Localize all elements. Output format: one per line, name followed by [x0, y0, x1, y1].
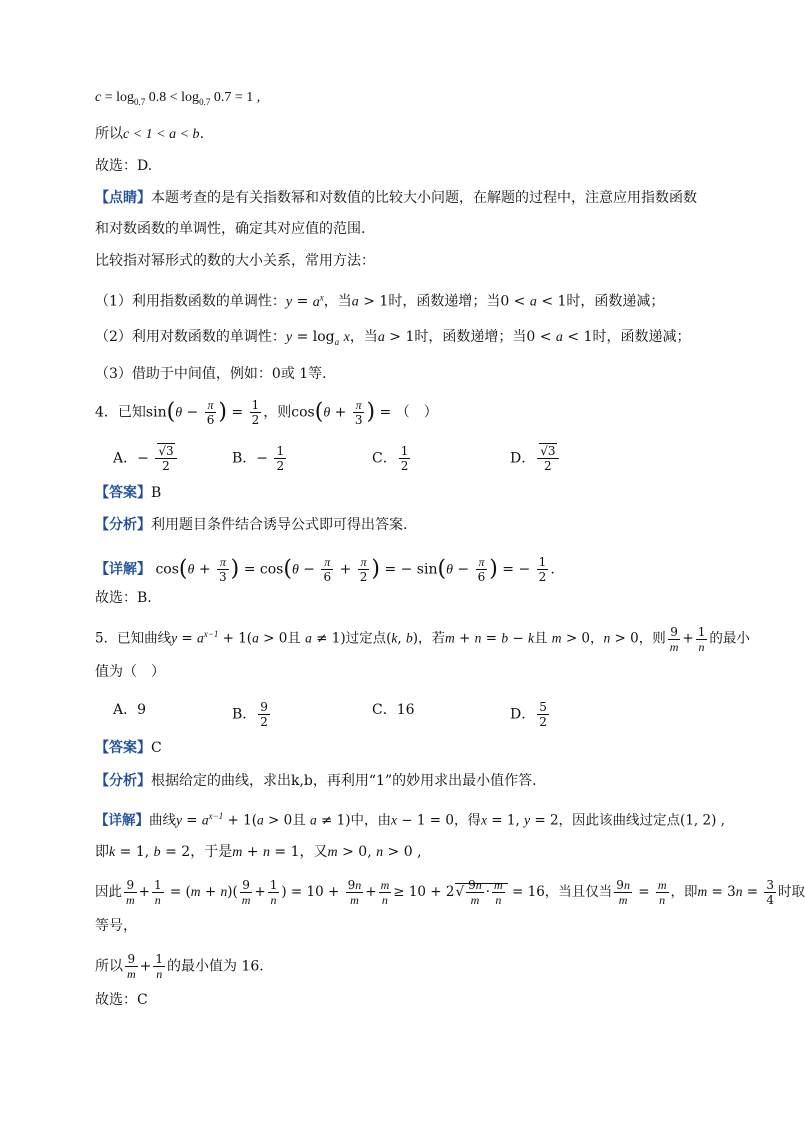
- question-5-stem-line2: 值为（ ）: [95, 664, 165, 680]
- log-comparison-line: $c = \log_{0.7} 0.8 < \log_{0.7} 0.7 = 1$ ,: [95, 90, 261, 107]
- q4-option-a[interactable]: A．− $\frac{√3}{2}$: [113, 444, 179, 473]
- q5-choose: 故选：C: [95, 992, 148, 1008]
- q5-analysis: 【分析】根据给定的曲线，求出k,b，再利用“1”的妙用求出最小值作答.: [95, 773, 537, 789]
- method-3: （3）借助于中间值，例如：0或 1等.: [95, 366, 327, 382]
- q4-choose: 故选：B.: [95, 590, 152, 606]
- q5-detail-1: 【详解】曲线$y = a^{x-1} + 1(a > 0$且 a ≠ 1)中，由x − 1 = 0，得x = 1, y = 2，因此该曲线过定点(1, 2) ,: [95, 811, 725, 829]
- method-2: （2）利用对数函数的单调性：$y = \log_a x$，当a > 1时，函数递增；当0 < a < 1时，函数递减；: [95, 329, 691, 347]
- question-5-stem: 5．已知曲线$y = a^{x-1} + 1(a > 0$且 a ≠ 1)过定点(k, b)，若m + n = b − k且 m > 0，n > 0，则 $\frac{9}{m}$ + $\frac{1}{n}$ 的最小: [95, 624, 750, 654]
- q5-detail-2: 即k = 1, b = 2，于是m + n = 1，又m > 0, n > 0 ,: [95, 844, 422, 860]
- choose-d-line: 故选：D.: [95, 158, 153, 174]
- q5-detail-4: 等号，: [95, 918, 137, 934]
- q5-option-d[interactable]: D． $\frac{5}{2}$: [510, 700, 547, 729]
- q4-option-c[interactable]: C． $\frac{1}{2}$: [372, 444, 409, 473]
- dianjing-tag: 【点睛】: [95, 190, 151, 206]
- question-4-stem: 4．已知sin(θ − $\frac{\pi}{6}$ ) = $\frac{1}{2}$ ，则cos(θ + $\frac{\pi}{3}$ ) = （ ）: [95, 398, 438, 427]
- q4-detail: 【详解】 cos(θ + $\frac{\pi}{3}$ ) = cos(θ − $\frac{\pi}{6}$ + $\frac{\pi}{2}$ ) = − sin(θ − $\frac{\pi}{6}$ ) = − $\frac{1}{2}$ .: [95, 555, 555, 584]
- q5-option-a[interactable]: A．9: [113, 702, 147, 718]
- dianjing-line-1: 【点睛】本题考查的是有关指数幂和对数值的比较大小问题，在解题的过程中，注意应用指数函数: [95, 190, 697, 206]
- q5-answer: 【答案】C: [95, 740, 162, 756]
- method-1: （1）利用指数函数的单调性：$y = a^x$，当a > 1时，函数递增；当0 < a < 1时，函数递减；: [95, 292, 665, 310]
- compare-title: 比较指对幂形式的数的大小关系，常用方法：: [95, 253, 375, 269]
- q5-detail-3: 因此 $\frac{9}{m}$ + $\frac{1}{n}$ = (m + n)( $\frac{9}{m}$ + $\frac{1}{n}$ ) = 10 + $\frac{9n}{m}$ + $\frac{m}{n}$ ≥ 10 + 2√ $\frac{9n}{m}$ · $\frac{m}{n}$ = 16，当且仅当 $\frac{9n}{m}$ = $\frac{m}{n}$ ，即m = 3n = $\frac{3}{4}$ 时取: [95, 878, 805, 907]
- q4-option-b[interactable]: B．− $\frac{1}{2}$: [232, 444, 285, 473]
- q5-detail-5: 所以 $\frac{9}{m}$ + $\frac{1}{n}$ 的最小值为 16.: [95, 952, 264, 981]
- q4-analysis: 【分析】利用题目条件结合诱导公式即可得出答案.: [95, 517, 408, 533]
- q5-option-c[interactable]: C．16: [372, 702, 415, 718]
- q4-answer: 【答案】B: [95, 485, 162, 501]
- q5-option-b[interactable]: B． $\frac{9}{2}$: [232, 700, 268, 729]
- conclusion-line: 所以c < 1 < a < b.: [95, 126, 205, 142]
- dianjing-line-2: 和对数函数的单调性，确定其对应值的范围.: [95, 221, 366, 237]
- q4-option-d[interactable]: D． $\frac{√3}{2}$: [510, 444, 561, 473]
